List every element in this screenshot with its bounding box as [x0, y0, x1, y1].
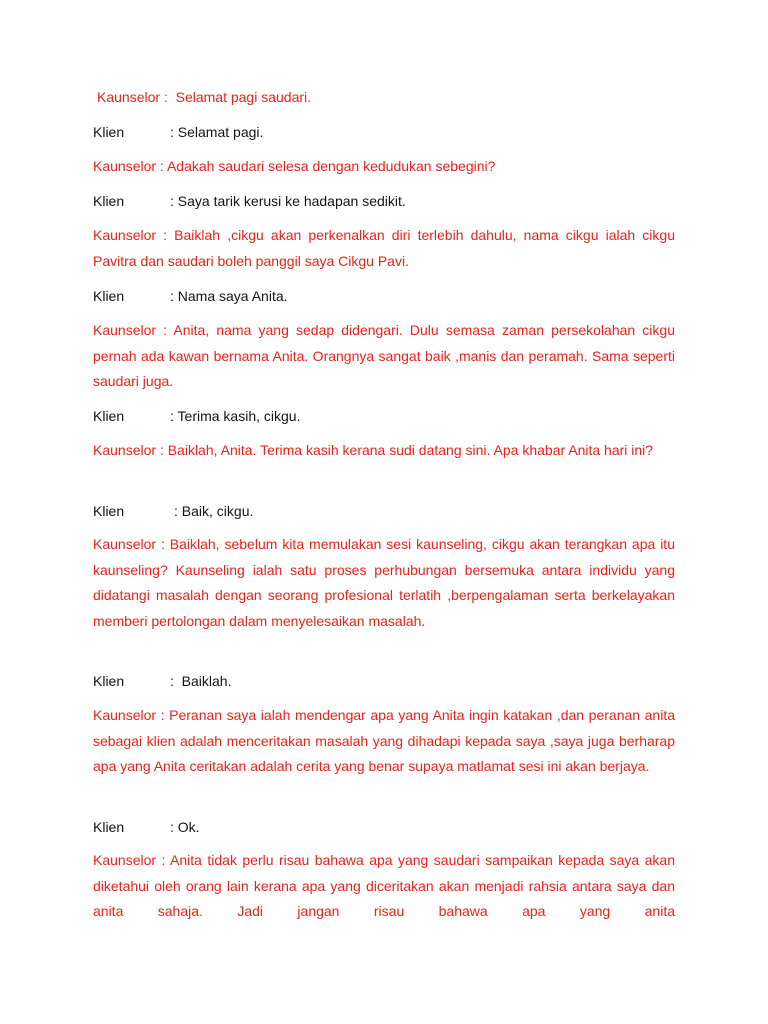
- separator: :: [174, 503, 178, 519]
- utterance-text: [170, 287, 288, 305]
- utterance-body: Selamat pagi.: [173, 124, 264, 140]
- speaker-label: Klien: [93, 408, 125, 424]
- utterance-text: Selamat pagi saudari.: [167, 89, 312, 105]
- utterance-body: Terima kasih, cikgu.: [173, 408, 301, 424]
- speaker-label: Klien: [93, 124, 125, 140]
- utterance-text: [170, 407, 300, 425]
- speaker-label: Kaunselor: [93, 158, 157, 174]
- utterance-text: [170, 123, 263, 141]
- separator: :: [170, 673, 174, 689]
- separator: :: [156, 158, 164, 174]
- utterance-body: Nama saya Anita.: [173, 288, 288, 304]
- speaker-label: Klien: [93, 673, 125, 689]
- speaker-label: Klien: [93, 503, 125, 519]
- utterance-text: [174, 502, 253, 520]
- separator: :: [160, 89, 168, 105]
- dialogue-line-counselor: [93, 157, 495, 175]
- separator: :: [170, 819, 174, 835]
- dialogue-paragraph-counselor: Kaunselor : Baiklah, Anita. Terima kasih kerana sudi datang sini. Apa khabar Anita hari ini?: [93, 442, 654, 458]
- dialogue-paragraph-counselor: Kaunselor : Peranan saya ialah mendengar apa yang Anita ingin katakan ,dan peranan anita sebagai klien adalah menceritakan masalah yang dihadapi kepada saya ,saya juga berharap apa yang Anita ceritakan adalah cerita yang benar supaya matlamat sesi ini akan berjaya.: [93, 707, 675, 774]
- utterance-text: Adakah saudari selesa dengan kedudukan sebegini?: [163, 158, 496, 174]
- utterance-body: Baik, cikgu.: [177, 503, 254, 519]
- separator: :: [170, 408, 174, 424]
- utterance-body: Ok.: [173, 819, 200, 835]
- utterance-text: [170, 192, 406, 210]
- dialogue-paragraph-counselor: Kaunselor : Baiklah ,cikgu akan perkenalkan diri terlebih dahulu, nama cikgu ialah cikgu Pavitra dan saudari boleh panggil saya Cikgu Pavi.: [93, 227, 675, 269]
- separator: :: [170, 124, 174, 140]
- utterance-body: Saya tarik kerusi ke hadapan sedikit.: [173, 193, 406, 209]
- dialogue-paragraph-counselor: Kaunselor : Baiklah, sebelum kita memulakan sesi kaunseling, cikgu akan terangkan apa itu kaunseling? Kaunseling ialah satu proses perhubungan bersemuka antara individu yang didatangi masalah dengan seorang profesional terlatih ,berpengalaman serta berkelayakan memberi pertolongan dalam menyelesaikan masalah.: [93, 536, 675, 629]
- utterance-text: [170, 672, 231, 690]
- separator: :: [170, 193, 174, 209]
- dialogue-line-counselor: [97, 88, 311, 106]
- dialogue-paragraph-counselor: Kaunselor : Anita, nama yang sedap didengari. Dulu semasa zaman persekolahan cikgu pernah ada kawan bernama Anita. Orangnya sangat baik ,manis dan peramah. Sama seperti saudari juga.: [93, 322, 675, 389]
- utterance-body: Baiklah.: [173, 673, 232, 689]
- speaker-label: Klien: [93, 819, 125, 835]
- separator: :: [170, 288, 174, 304]
- utterance-text: [170, 818, 200, 836]
- speaker-label: Klien: [93, 288, 125, 304]
- speaker-label: Kaunselor: [97, 89, 161, 105]
- speaker-label: Klien: [93, 193, 125, 209]
- dialogue-paragraph-counselor: Kaunselor : Anita tidak perlu risau bahawa apa yang saudari sampaikan kepada saya akan diketahui oleh orang lain kerana apa yang diceritakan akan menjadi rahsia antara saya dan anita sahaja. Jadi jangan risau bahawa apa yang anita: [93, 852, 675, 919]
